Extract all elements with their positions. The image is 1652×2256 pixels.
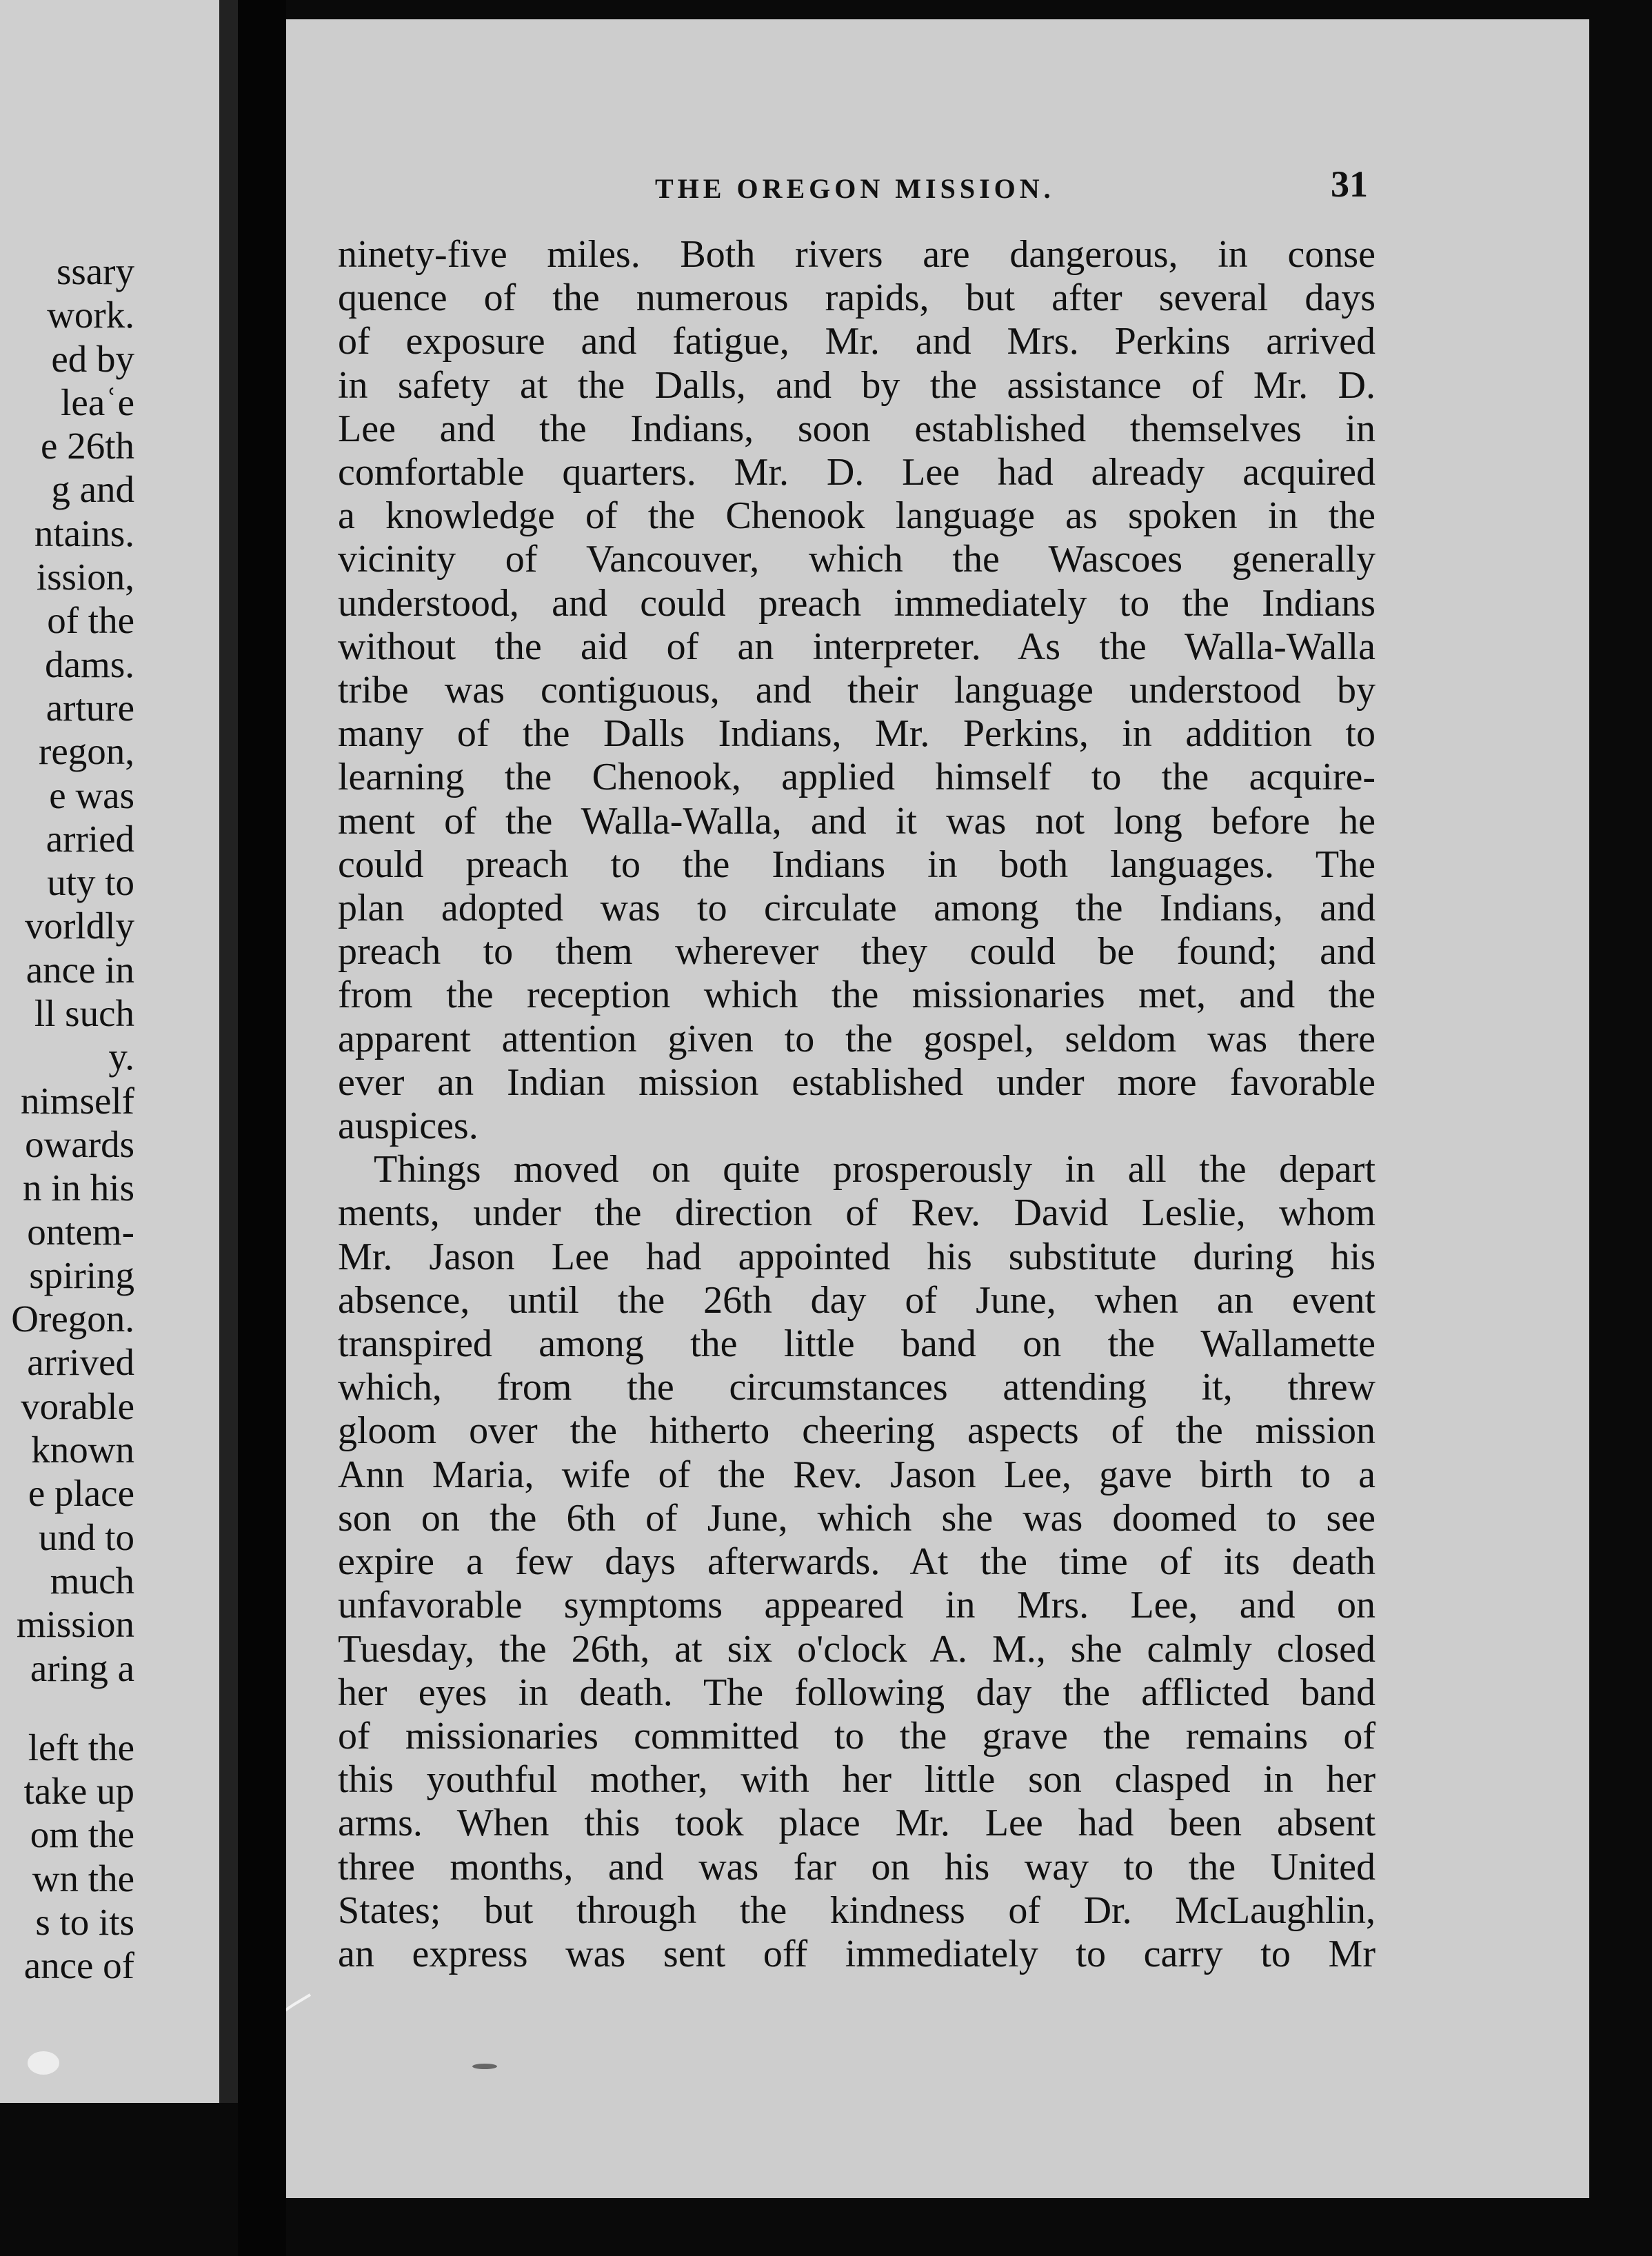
text-line: three months, and was far on his way to the United xyxy=(338,1845,1376,1889)
left-line: left the xyxy=(28,1726,134,1769)
left-line: ntains. xyxy=(34,512,134,554)
paper-crease-mark xyxy=(286,1964,328,2046)
text-line: ninety-five miles. Both rivers are dangerous, in conse xyxy=(338,233,1376,276)
left-line: dams. xyxy=(45,643,134,685)
left-line: n in his xyxy=(23,1167,134,1209)
left-line: arried xyxy=(46,817,134,860)
text-line: unfavorable symptoms appeared in Mrs. Lee, and on xyxy=(338,1584,1376,1627)
text-line: of missionaries committed to the grave the remains of xyxy=(338,1714,1376,1758)
text-line: preach to them wherever they could be found; and xyxy=(338,930,1376,974)
left-line: ission, xyxy=(36,556,134,598)
text-line: vicinity of Vancouver, which the Wascoes generally xyxy=(338,538,1376,581)
left-line: Oregon. xyxy=(11,1298,134,1340)
left-line: much xyxy=(50,1559,134,1602)
left-line: om the xyxy=(30,1813,134,1856)
text-line: expire a few days afterwards. At the time of its death xyxy=(338,1540,1376,1584)
left-line: e was xyxy=(49,774,134,816)
left-line: ance in xyxy=(26,948,134,991)
text-line: quence of the numerous rapids, but after several days xyxy=(338,276,1376,320)
page-body xyxy=(338,233,1376,1976)
text-line: States; but through the kindness of Dr. McLaughlin, xyxy=(338,1889,1376,1932)
left-line: vorldly xyxy=(25,905,134,947)
book-page xyxy=(286,19,1589,2198)
left-line: ll such xyxy=(34,992,134,1035)
text-line: of exposure and fatigue, Mr. and Mrs. Perkins arrived xyxy=(338,320,1376,363)
text-line: son on the 6th of June, which she was doomed to see xyxy=(338,1496,1376,1540)
left-page-fragment xyxy=(0,0,238,2103)
text-line: tribe was contiguous, and their language understood by xyxy=(338,669,1376,712)
left-line: arrived xyxy=(27,1341,134,1384)
text-line: auspices. xyxy=(338,1105,479,1148)
text-line: ments, under the direction of Rev. David Leslie, whom xyxy=(338,1191,1376,1235)
text-line: a knowledge of the Chenook language as spoken in the xyxy=(338,494,1376,538)
left-line: und to xyxy=(38,1515,134,1558)
text-line: arms. When this took place Mr. Lee had been absent xyxy=(338,1802,1376,1845)
left-line: ssary xyxy=(56,250,134,292)
text-line: apparent attention given to the gospel, seldom was there xyxy=(338,1017,1376,1060)
text-line: which, from the circumstances attending it, threw xyxy=(338,1366,1376,1409)
text-line: in safety at the Dalls, and by the assistance of Mr. D. xyxy=(338,363,1376,407)
left-line: regon, xyxy=(39,730,134,773)
left-line: owards xyxy=(25,1122,134,1165)
left-line: nimself xyxy=(21,1079,134,1122)
running-head: THE OREGON MISSION. xyxy=(655,173,1055,204)
text-line: transpired among the little band on the Wallamette xyxy=(338,1322,1376,1366)
left-line: leaʿe xyxy=(61,381,134,423)
text-line: gloom over the hitherto cheering aspects of the mission xyxy=(338,1409,1376,1453)
text-line: absence, until the 26th day of June, when an event xyxy=(338,1278,1376,1322)
page-number: 31 xyxy=(1331,163,1368,205)
left-line: y. xyxy=(108,1036,134,1078)
text-line: understood, and could preach immediately to the Indians xyxy=(338,581,1376,625)
left-line: aring a xyxy=(30,1646,134,1689)
text-line: Tuesday, the 26th, at six o'clock A. M., she calmly closed xyxy=(338,1627,1376,1671)
left-line: vorable xyxy=(21,1384,134,1427)
left-line: e 26th xyxy=(41,425,134,467)
text-line: comfortable quarters. Mr. D. Lee had already acquired xyxy=(338,451,1376,494)
left-line: work. xyxy=(47,294,134,336)
text-line: her eyes in death. The following day the afflicted band xyxy=(338,1671,1376,1714)
text-line: plan adopted was to circulate among the Indians, and xyxy=(338,887,1376,930)
left-line-gap xyxy=(11,1690,134,1726)
left-line: arture xyxy=(46,686,134,729)
text-line: could preach to the Indians in both languages. The xyxy=(338,843,1376,886)
left-line: of the xyxy=(47,599,134,642)
book-spine xyxy=(238,0,286,2256)
text-line: an express was sent off immediately to carry to Mr xyxy=(338,1932,1376,1975)
left-line: uty to xyxy=(47,861,134,904)
left-line: s to its xyxy=(35,1900,134,1943)
left-line: mission xyxy=(16,1603,134,1646)
ink-speck xyxy=(472,2064,497,2069)
text-line: this youthful mother, with her little son clasped in her xyxy=(338,1758,1376,1802)
text-line: Things moved on quite prosperously in all the depart xyxy=(374,1148,1376,1191)
text-line: ment of the Walla-Walla, and it was not long before he xyxy=(338,799,1376,843)
left-line: known xyxy=(31,1429,134,1471)
left-line: e place xyxy=(28,1472,134,1515)
left-line: spiring xyxy=(29,1253,134,1296)
paper-blemish xyxy=(28,2051,59,2075)
text-line: Lee and the Indians, soon established themselves in xyxy=(338,407,1376,450)
left-page-gutter-shadow xyxy=(219,0,238,2103)
text-line: from the reception which the missionaries met, and the xyxy=(338,974,1376,1017)
text-line: many of the Dalls Indians, Mr. Perkins, in addition to xyxy=(338,712,1376,756)
left-line: ed by xyxy=(51,337,134,380)
text-line: ever an Indian mission established under more favorable xyxy=(338,1060,1376,1104)
left-line: g and xyxy=(51,468,134,511)
left-line: wn the xyxy=(32,1857,134,1900)
left-line: take up xyxy=(23,1770,134,1813)
left-line: ontem- xyxy=(27,1210,134,1253)
text-line: Mr. Jason Lee had appointed his substitute during his xyxy=(338,1235,1376,1278)
text-line: without the aid of an interpreter. As the Walla-Walla xyxy=(338,625,1376,668)
text-line: Ann Maria, wife of the Rev. Jason Lee, gave birth to a xyxy=(338,1453,1376,1496)
left-page-text xyxy=(11,250,134,1988)
text-line: learning the Chenook, applied himself to the acquire- xyxy=(338,756,1376,799)
left-line: ance of xyxy=(23,1944,134,1987)
